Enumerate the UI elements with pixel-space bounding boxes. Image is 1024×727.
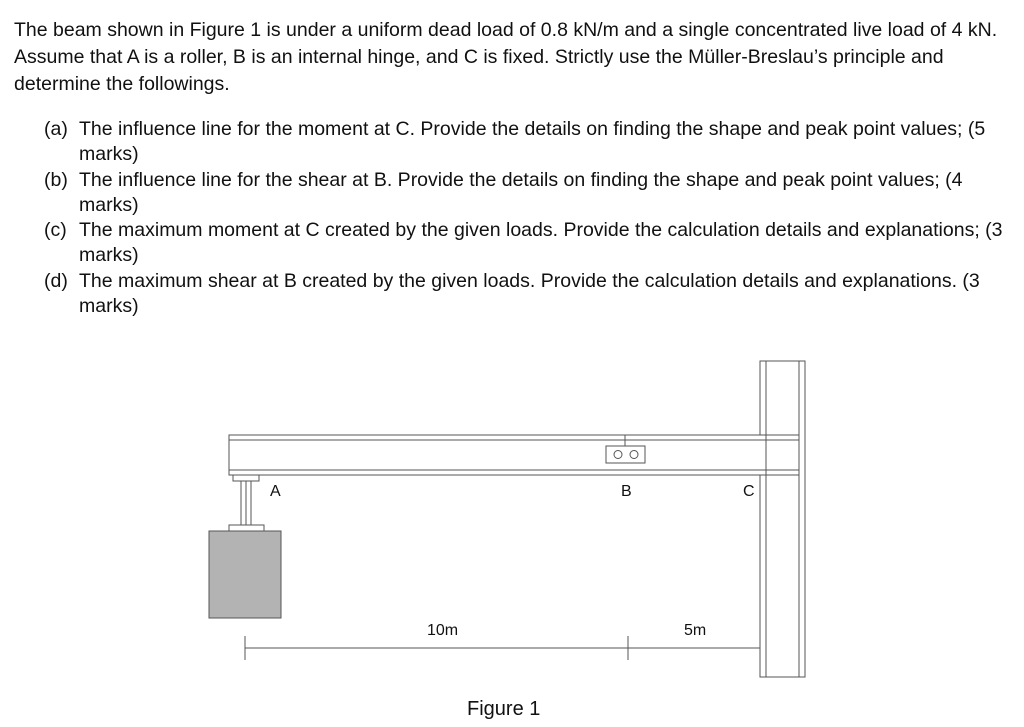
dimension-ab-label: 10m [427,622,459,639]
support-block [209,531,281,618]
dimension-line [245,636,760,660]
hinge-pin-left [614,451,622,459]
label-b: B [621,483,632,500]
part-label: (a) [44,118,68,140]
part-label: (c) [44,219,67,241]
support-cap-top [233,475,259,481]
part-text: The influence line for the moment at C. Provide the details on finding the shape and peak point values; (5 marks) [79,118,986,165]
part-text: The maximum shear at B created by the given loads. Provide the calculation details and explanations. (3 marks) [79,269,980,317]
dimension-bc-label: 5m [684,622,707,639]
hinge-pin-right [630,451,638,459]
label-c: C [743,483,755,500]
hinge-plate [606,446,645,463]
problem-statement: The beam shown in Figure 1 is under a uniform dead load of 0.8 kN/m and a single concentrated live load of 4 kN. Assume that A is a roller, B is an internal hinge, and C is fixed. Strictly use the Müller-Breslau’s principle and determine the followings. [14,19,998,95]
part-label: (d) [44,269,68,292]
support-cap-bottom [229,525,264,531]
column-outline [760,361,805,677]
part-label: (b) [44,168,68,191]
fixed-column-c [760,361,805,677]
beam-body [229,435,766,475]
figure-caption: Figure 1 [467,698,541,720]
part-text: The influence line for the shear at B. Provide the details on finding the shape and peak point values; (4 marks) [79,168,963,216]
label-a: A [270,483,281,500]
part-text: The maximum moment at C created by the given loads. Provide the calculation details and explanations; (3 marks) [79,219,1003,266]
beam [229,435,799,475]
